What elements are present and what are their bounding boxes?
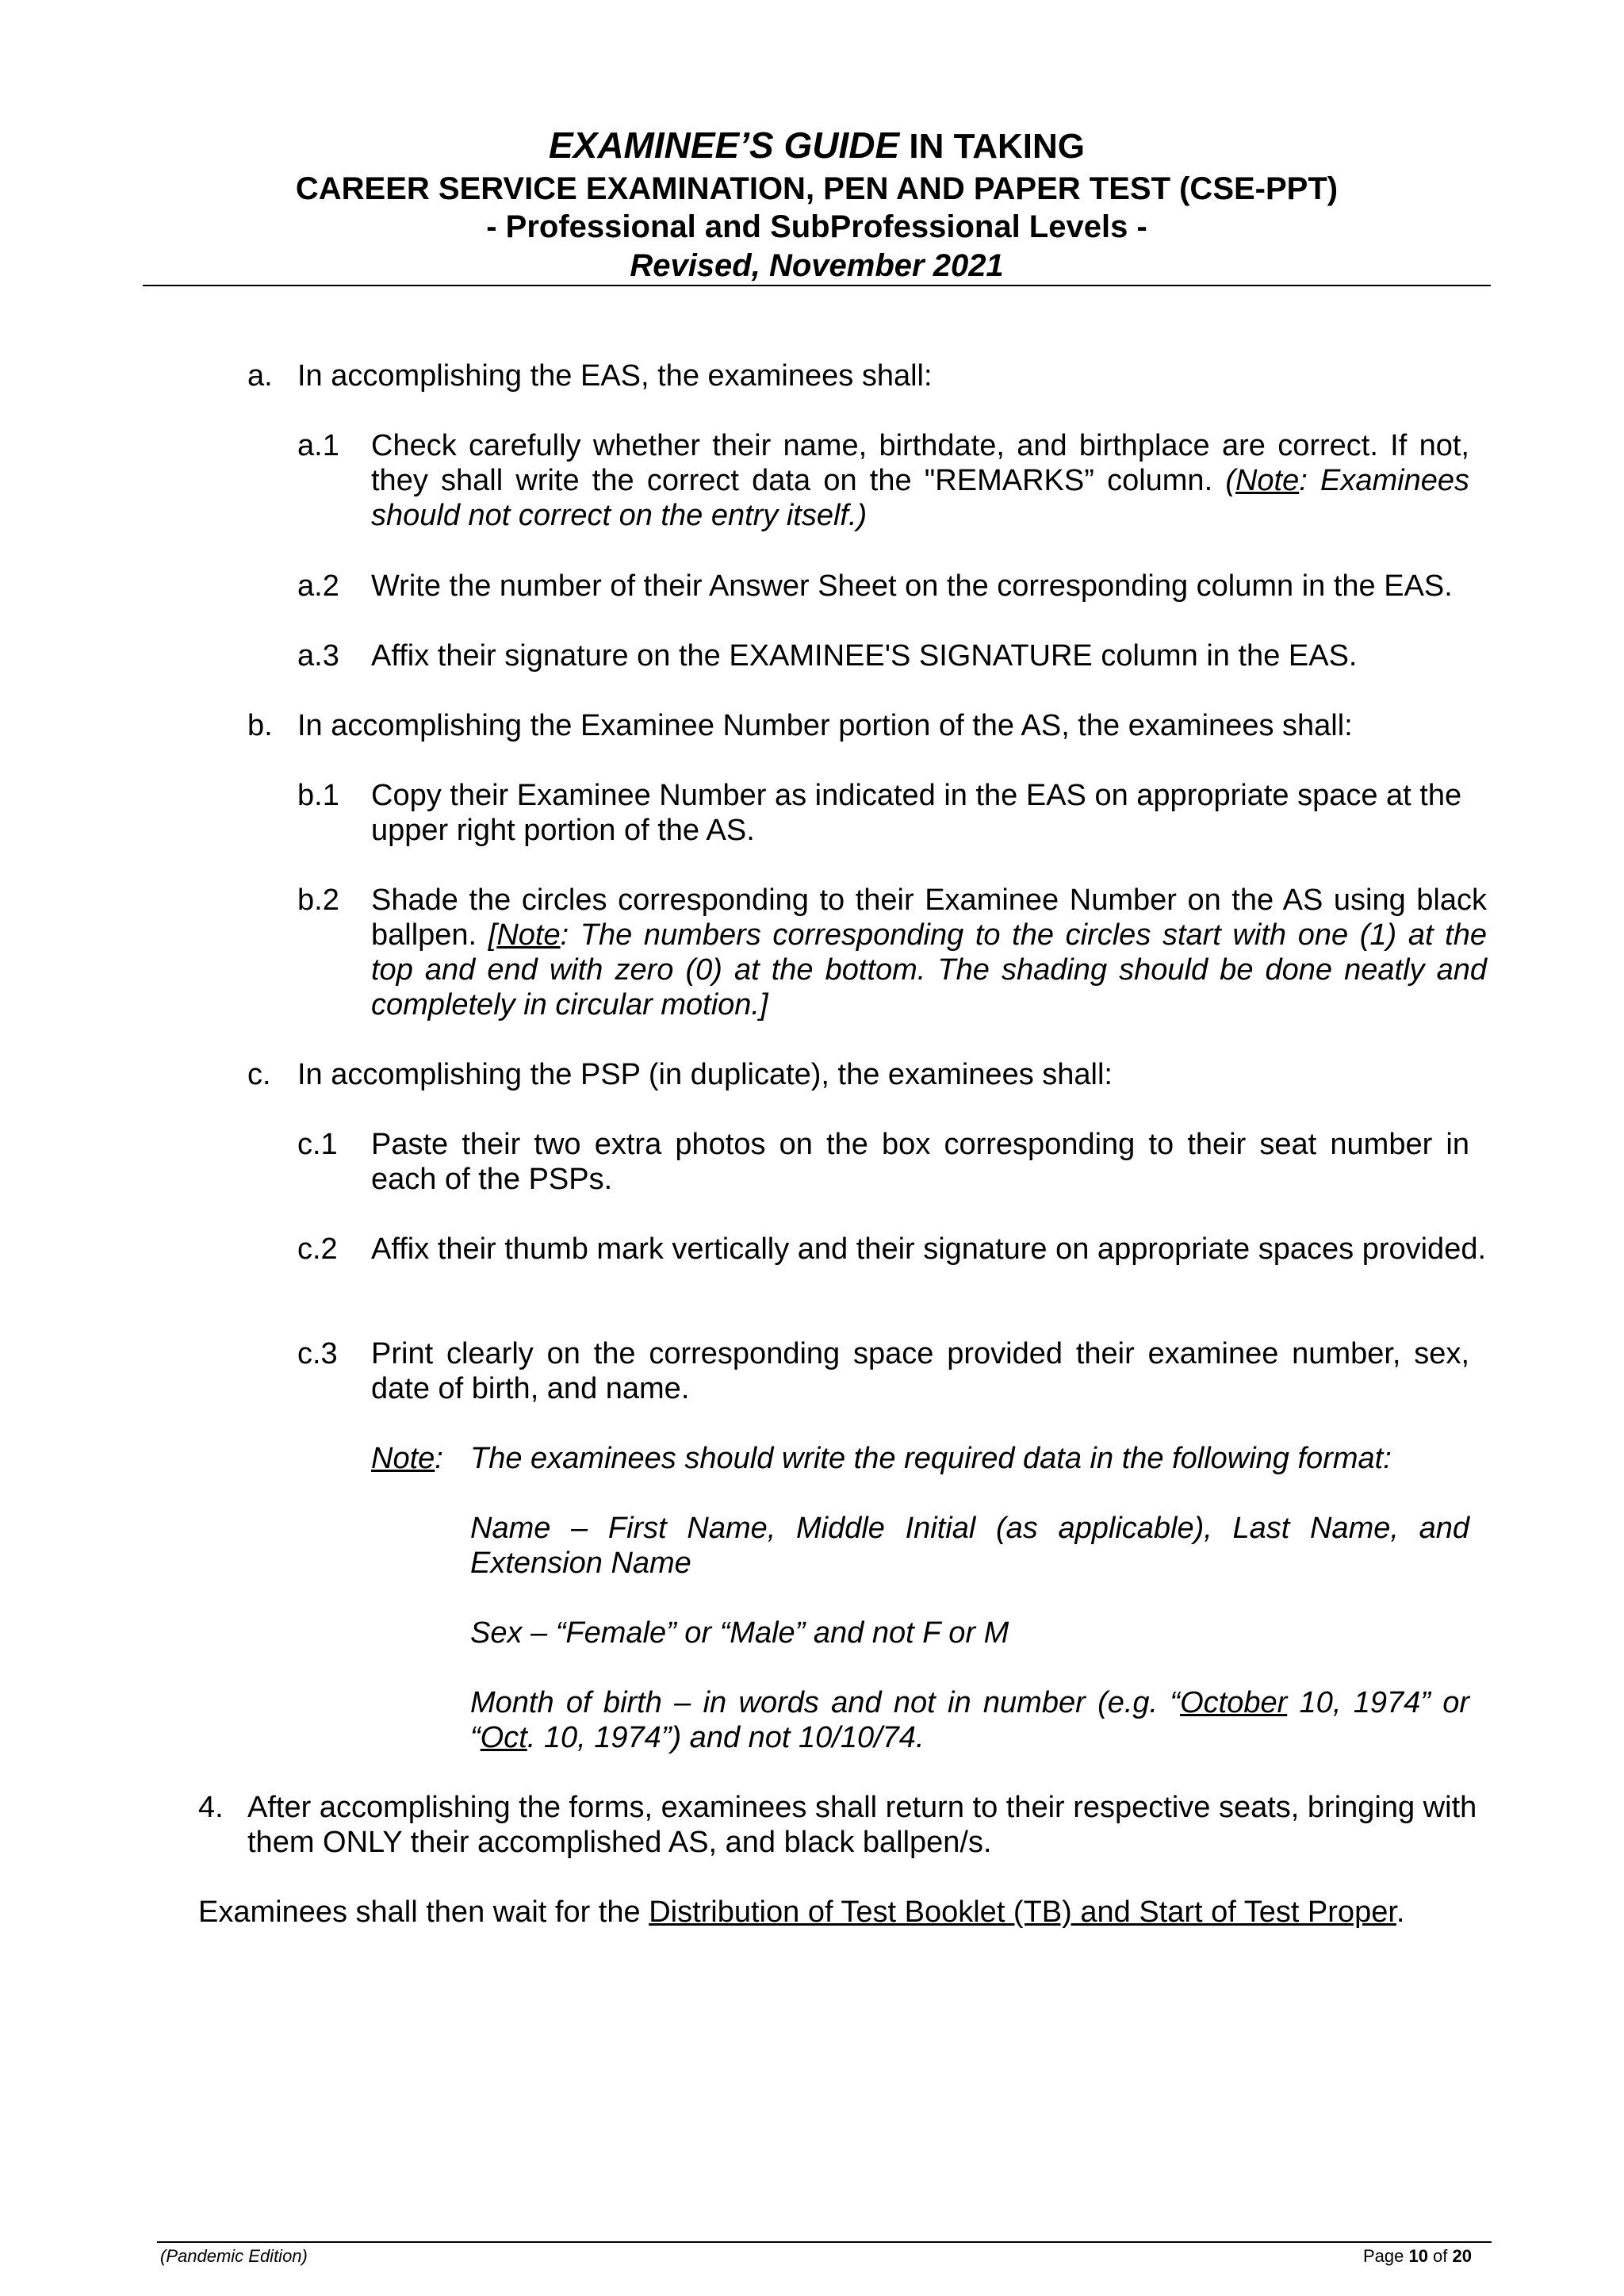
item-b2-label: b.2 [297, 884, 339, 917]
note-name-format: Name – First Name, Middle Initial (as applicable), Last Name, and Extension Name [470, 1512, 1469, 1580]
note-label-word: Note [371, 1442, 435, 1475]
footer-edition [160, 2246, 308, 2267]
note-month-format [470, 1685, 1469, 1755]
footer-edition-text: Pandemic Edition [166, 2246, 302, 2266]
item-4-label: 4. [198, 1791, 224, 1824]
footer-edition-close: ) [301, 2246, 308, 2266]
item-a3-text: Affix their signature on the EXAMINEE'S SIGNATURE column in the EAS. [371, 639, 1358, 673]
header-levels: - Professional and SubProfessional Levels - [486, 209, 1147, 244]
footer-page-current: 10 [1408, 2246, 1428, 2266]
closing-pre: Examinees shall then wait for the [198, 1895, 649, 1929]
footer-page-word: Page [1362, 2246, 1409, 2266]
item-a1-note-text: : Examinees should not correct on the entry itself.) [371, 464, 1469, 532]
section-a-label: a. [247, 359, 273, 393]
item-c3-label: c.3 [297, 1337, 338, 1370]
header-subtitle: CAREER SERVICE EXAMINATION, PEN AND PAPER TEST (CSE-PPT) [295, 171, 1339, 206]
item-a1-text [371, 428, 1469, 533]
item-a1-note-word: Note [1235, 464, 1300, 497]
item-c2-text: Affix their thumb mark vertically and their signature on appropriate spaces provided. [371, 1232, 1487, 1266]
item-a1-body: Check carefully whether their name, birthdate, and birthplace are correct. If not, they shall write the correct data on the "REMARKS” column. [371, 429, 1469, 497]
footer-page-number [1363, 2246, 1472, 2267]
item-c2-label: c.2 [297, 1232, 338, 1266]
header-revision: Revised, November 2021 [630, 248, 1004, 283]
item-c1-label: c.1 [297, 1128, 338, 1161]
note-sex-format: Sex – “Female” or “Male” and not F or M [470, 1616, 1009, 1650]
item-b2-note [371, 918, 1487, 1022]
item-a2-text: Write the number of their Answer Sheet on the corresponding column in the EAS. [371, 569, 1453, 603]
header-title-main: EXAMINEE’S GUIDE [548, 125, 900, 166]
section-b-label: b. [247, 709, 273, 742]
section-a-text: In accomplishing the EAS, the examinees shall: [297, 359, 933, 393]
item-b2-note-word: Note [496, 918, 561, 952]
item-c1-text: Paste their two extra photos on the box corresponding to their seat number in each of the PSPs. [371, 1128, 1469, 1196]
section-b-text: In accomplishing the Examinee Number portion of the AS, the examinees shall: [297, 709, 1353, 742]
header-divider [143, 285, 1491, 286]
item-b2-note-open: [ [488, 918, 497, 952]
closing-line [198, 1895, 1491, 1930]
footer-divider [157, 2241, 1492, 2243]
header-title [143, 122, 1491, 170]
item-4-text: After accomplishing the forms, examinees shall return to their respective seats, bringing with them ONLY their accomplished AS, and black ballpen/s. [247, 1791, 1477, 1859]
note-month-oct: Oct [480, 1721, 527, 1754]
item-a3-label: a.3 [297, 639, 339, 673]
item-a1-note-open: ( [1225, 464, 1235, 497]
item-b1-label: b.1 [297, 779, 339, 812]
document-header [143, 122, 1491, 286]
closing-underlined-phrase: Distribution of Test Booklet (TB) and Start of Test Proper [649, 1895, 1396, 1929]
item-a2-label: a.2 [297, 569, 339, 603]
note-label-colon: : [435, 1442, 443, 1475]
item-b2-text [371, 883, 1487, 1022]
item-c3-text: Print clearly on the corresponding space provided their examinee number, sex, date of birth, and name. [371, 1337, 1469, 1405]
footer-of-word: of [1427, 2246, 1453, 2266]
footer-edition-open: ( [160, 2246, 167, 2266]
note-month-post: . 10, 1974”) and not 10/10/74. [527, 1721, 925, 1754]
closing-post: . [1396, 1895, 1405, 1929]
note-month-october: October [1180, 1686, 1288, 1719]
section-c-label: c. [247, 1058, 271, 1091]
item-b1-text: Copy their Examinee Number as indicated in the EAS on appropriate space at the upper right portion of the AS. [371, 779, 1462, 847]
item-a1-label: a.1 [297, 429, 339, 462]
header-title-rest: IN TAKING [899, 127, 1086, 166]
note-label [371, 1441, 443, 1476]
section-c-text: In accomplishing the PSP (in duplicate), the examinees shall: [297, 1058, 1113, 1091]
footer-page-total: 20 [1452, 2246, 1472, 2266]
item-b2-body: Shade the circles corresponding to their Examinee Number on the AS using black ballpen. [371, 884, 1487, 952]
item-b2-note-text: : The numbers corresponding to the circles start with one (1) at the top and end with zero (0) at the bottom. The shading should be done neatly and completely in circular motion.] [371, 918, 1487, 1022]
note-intro: The examinees should write the required data in the following format: [470, 1442, 1392, 1475]
note-month-mid: 10, 1974” or “ [470, 1686, 1469, 1754]
note-month-pre: Month of birth – in words and not in number (e.g. “ [470, 1686, 1181, 1719]
